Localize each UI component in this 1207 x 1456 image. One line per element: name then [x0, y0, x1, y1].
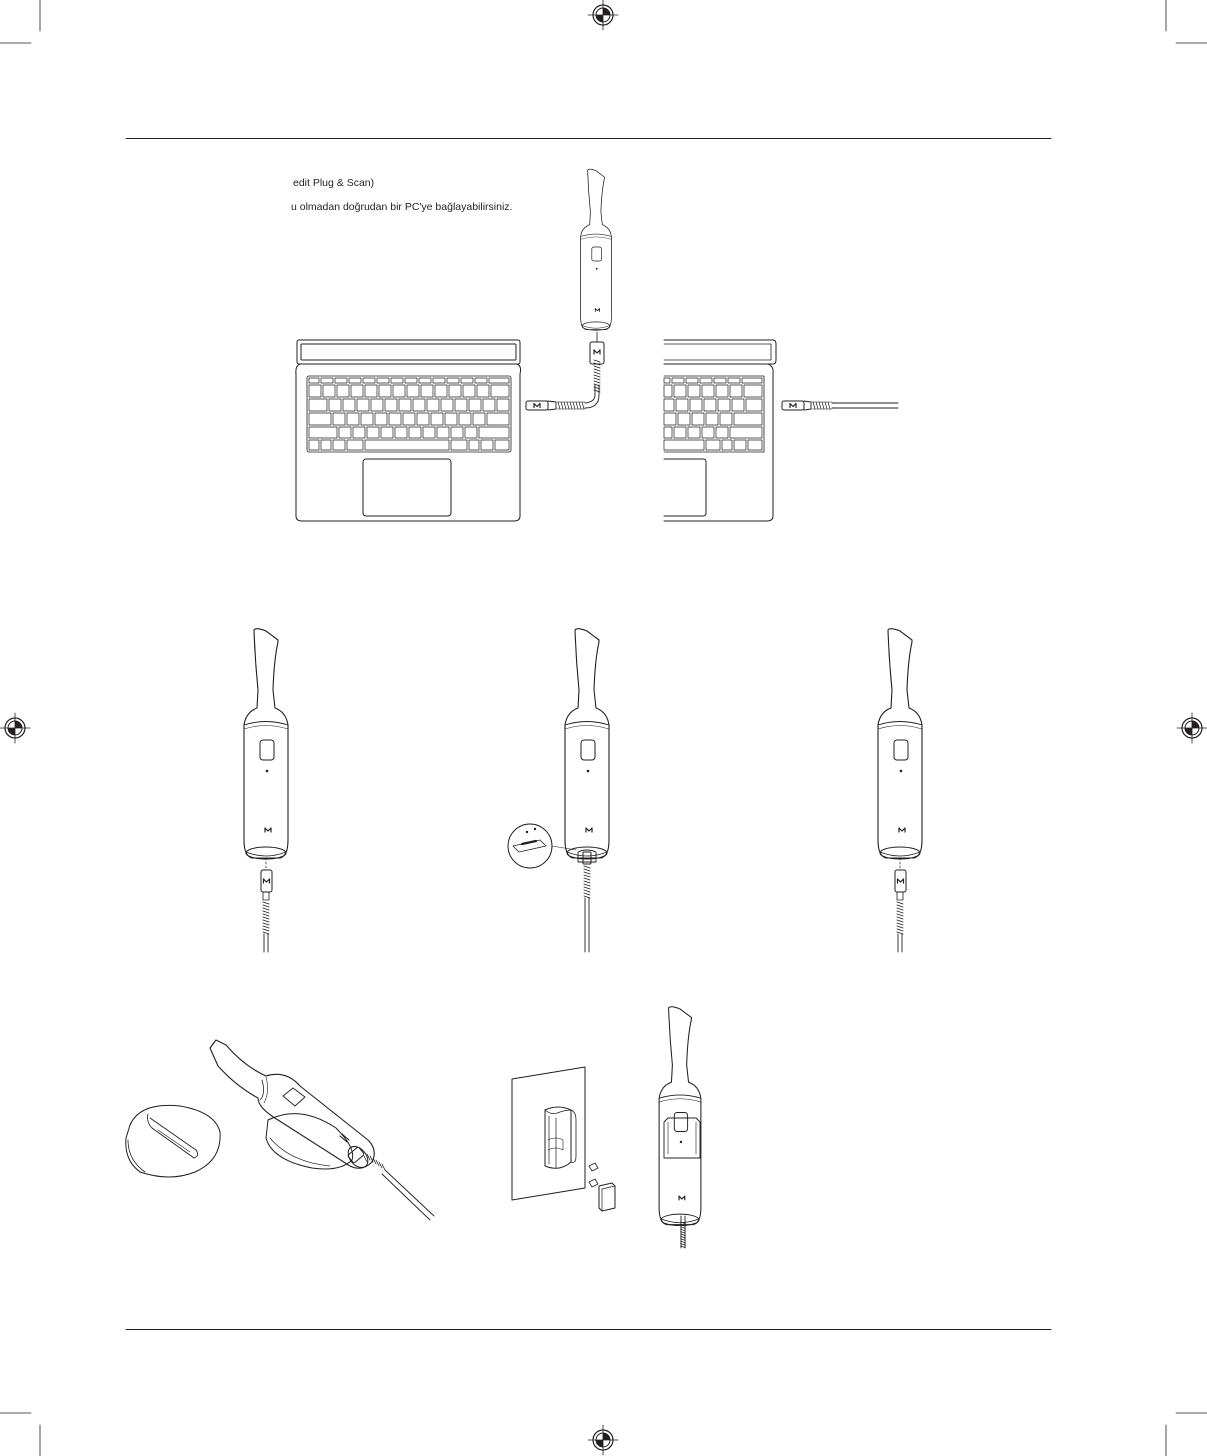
intro-text-fragment: u olmadan doğrudan bir PC'ye bağlayabilirsiniz. [291, 201, 513, 213]
figure-step-3 [878, 629, 922, 952]
intro-heading-fragment: edit Plug & Scan) [293, 177, 375, 189]
registration-mark-icon [0, 713, 30, 743]
figure-step-2 [508, 629, 609, 952]
figure-wall-mount [512, 1067, 615, 1211]
keyboard [309, 378, 509, 450]
figure-scanner-in-holder [659, 1007, 701, 1248]
registration-mark-icon [588, 1425, 618, 1455]
figure-laptop-cable [664, 340, 898, 521]
registration-mark-icon [588, 0, 618, 30]
figure-cradle [126, 1105, 220, 1177]
registration-mark-icon [1177, 713, 1207, 743]
figure-step-1 [244, 629, 288, 952]
figure-laptop-connection [296, 169, 612, 521]
figure-scanner-on-stand [210, 1040, 434, 1220]
